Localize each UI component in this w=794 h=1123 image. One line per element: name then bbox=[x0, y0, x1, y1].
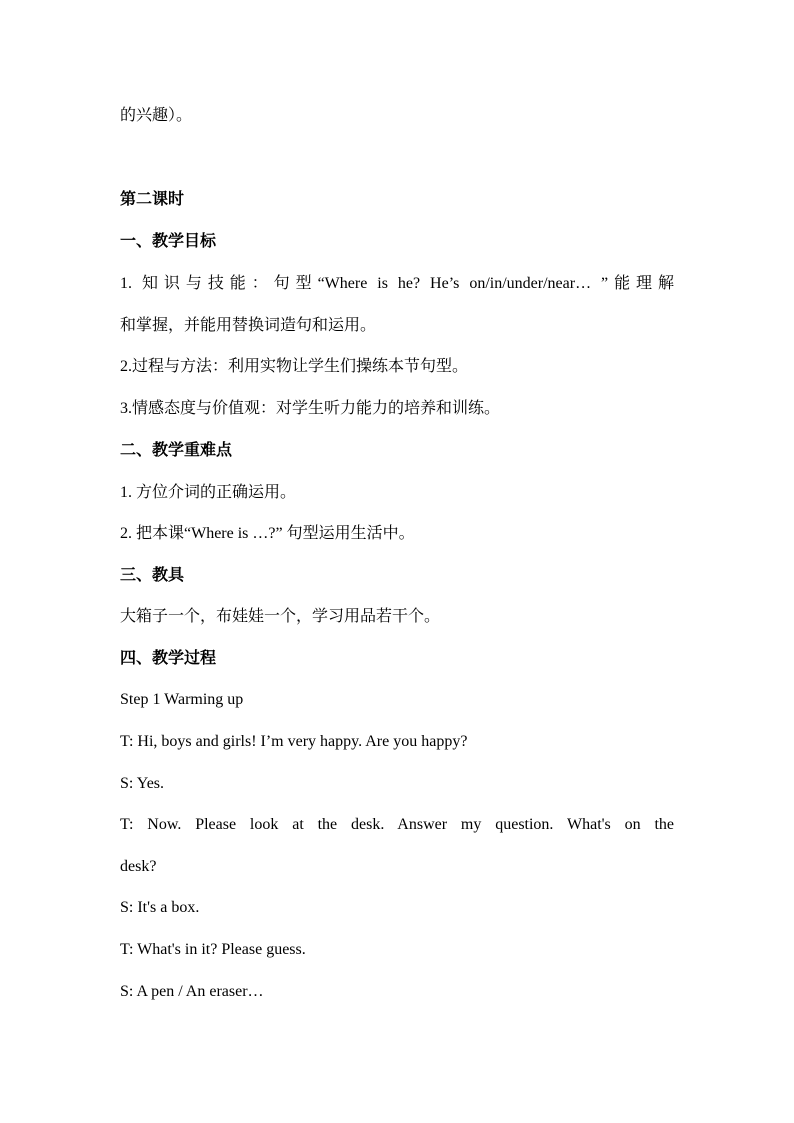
goal-item-1-continued: 和掌握，并能用替换词造句和运用。 bbox=[120, 317, 377, 334]
paragraph-line: 的兴趣）。 bbox=[120, 107, 193, 124]
lesson-title: 第二课时 bbox=[120, 191, 185, 208]
dialogue-line: S: Yes. bbox=[120, 775, 165, 792]
section-heading-teaching-aids: 三、教具 bbox=[120, 567, 185, 584]
dialogue-line: T: What's in it? Please guess. bbox=[120, 941, 306, 958]
section-heading-teaching-process: 四、教学过程 bbox=[120, 650, 217, 667]
section-heading-key-points: 二、教学重难点 bbox=[120, 442, 233, 459]
dialogue-line: T: Hi, boys and girls! I’m very happy. Are you happy? bbox=[120, 733, 468, 750]
goal-item-3: 3.情感态度与价值观：对学生听力能力的培养和训练。 bbox=[120, 400, 501, 417]
teaching-aids-text: 大箱子一个，布娃娃一个，学习用品若干个。 bbox=[120, 608, 441, 625]
step-title: Step 1 Warming up bbox=[120, 691, 244, 708]
dialogue-line: S: A pen / An eraser… bbox=[120, 983, 264, 1000]
goal-item-1: 1. 知识与技能：句型“Where is he? He’s on/in/under/near… ”能理解 bbox=[120, 275, 674, 292]
goal-item-2: 2.过程与方法：利用实物让学生们操练本节句型。 bbox=[120, 358, 469, 375]
section-heading-teaching-goals: 一、教学目标 bbox=[120, 233, 217, 250]
dialogue-line-continued: desk? bbox=[120, 858, 157, 875]
key-point-1: 1. 方位介词的正确运用。 bbox=[120, 484, 297, 501]
key-point-2: 2. 把本课“Where is …?” 句型运用生活中。 bbox=[120, 525, 415, 542]
dialogue-line: S: It's a box. bbox=[120, 899, 200, 916]
dialogue-line: T: Now. Please look at the desk. Answer my question. What's on the bbox=[120, 816, 674, 833]
